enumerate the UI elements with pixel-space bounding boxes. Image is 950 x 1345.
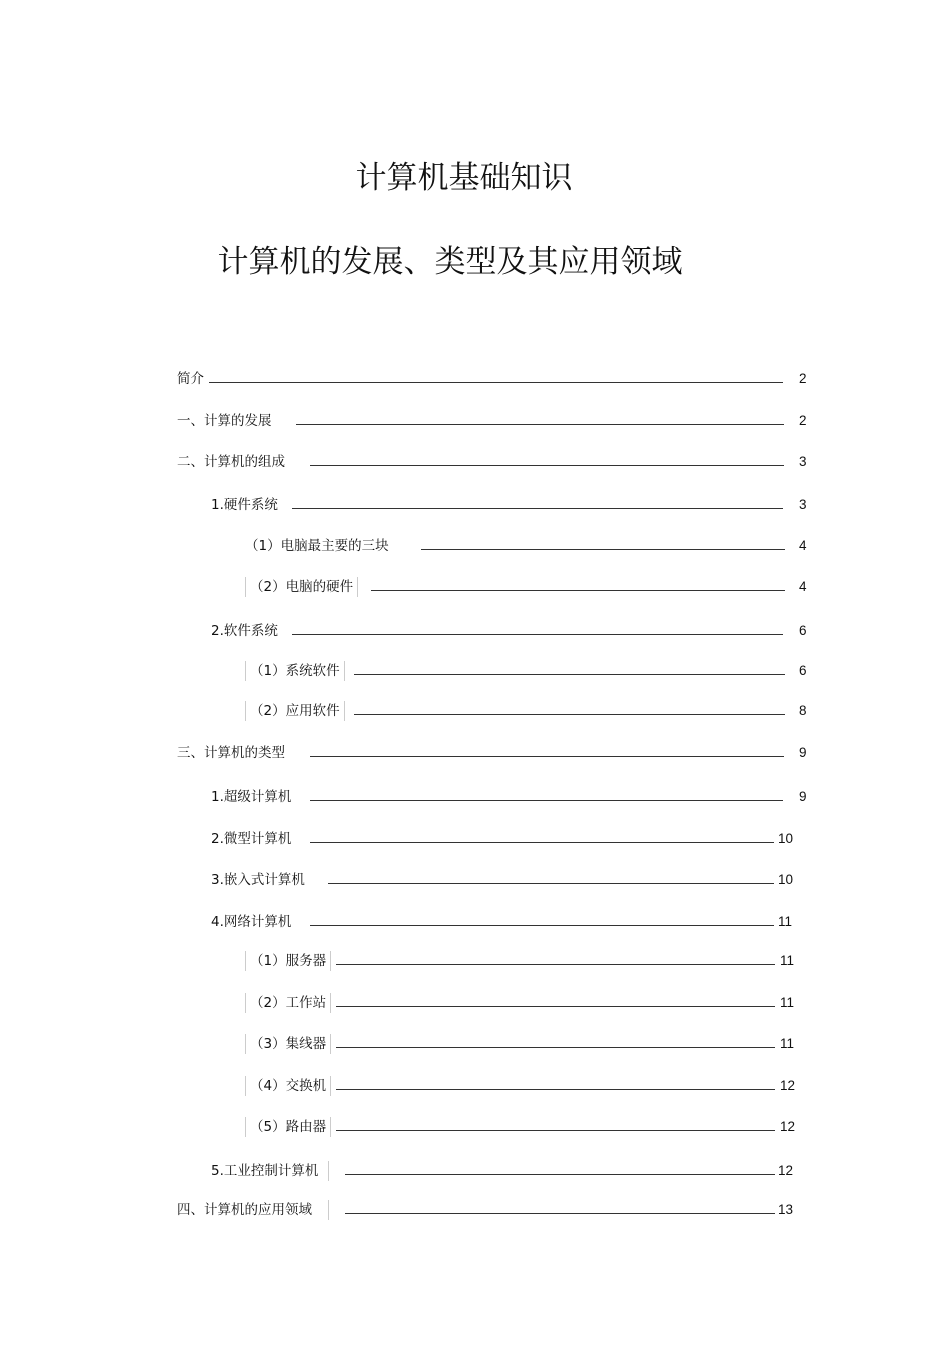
toc-entry-intro[interactable] [177, 369, 817, 389]
toc-entry-label: 4.网络计算机 [211, 914, 292, 930]
toc-entry-label: （5）路由器 [245, 1117, 331, 1137]
toc-entry-hardware[interactable] [211, 495, 817, 515]
toc-entry-microcomputer[interactable] [211, 829, 817, 849]
toc-leader-line [336, 1089, 775, 1090]
toc-entry-label: 1.超级计算机 [211, 789, 292, 805]
toc-page-number: 4 [799, 579, 807, 594]
document-title: 计算机基础知识 [355, 160, 573, 196]
toc-leader-line [336, 1130, 775, 1131]
toc-leader-line [292, 508, 783, 509]
toc-entry-label: （4）交换机 [245, 1076, 331, 1096]
toc-leader-line [209, 382, 783, 383]
toc-entry-label: （2）工作站 [245, 993, 331, 1013]
toc-entry-label: 2.微型计算机 [211, 831, 292, 847]
toc-entry-chapter-2[interactable] [177, 452, 817, 472]
toc-page-number: 13 [778, 1202, 794, 1217]
toc-entry-chapter-1[interactable] [177, 411, 817, 431]
toc-page-number: 6 [799, 623, 807, 638]
toc-entry-network-computer[interactable] [211, 912, 817, 932]
toc-entry-workstation[interactable] [245, 993, 817, 1013]
toc-entry-server[interactable] [245, 951, 817, 971]
toc-entry-label: 四、计算机的应用领域 [177, 1200, 329, 1220]
toc-leader-line [310, 925, 774, 926]
toc-page-number: 9 [799, 745, 807, 760]
toc-leader-line [345, 1174, 775, 1175]
toc-entry-hub[interactable] [245, 1034, 817, 1054]
toc-leader-line [354, 674, 785, 675]
toc-entry-industrial-control[interactable] [211, 1161, 817, 1181]
toc-page-number: 9 [799, 789, 807, 804]
toc-leader-line [421, 549, 785, 550]
toc-entry-system-software[interactable] [245, 661, 817, 681]
toc-leader-line [336, 964, 775, 965]
toc-page-number: 10 [778, 831, 794, 846]
document-subtitle: 计算机的发展、类型及其应用领域 [217, 244, 683, 280]
toc-entry-label: （1）电脑最主要的三块 [245, 538, 389, 554]
toc-entry-main-three[interactable] [245, 536, 817, 556]
toc-entry-label: 简介 [177, 371, 204, 387]
toc-leader-line [296, 424, 784, 425]
toc-entry-supercomputer[interactable] [211, 787, 817, 807]
toc-entry-label: （1）服务器 [245, 951, 331, 971]
toc-entry-application-software[interactable] [245, 701, 817, 721]
toc-page-number: 3 [799, 497, 807, 512]
toc-leader-line [292, 634, 783, 635]
toc-entry-embedded[interactable] [211, 870, 817, 890]
toc-entry-pc-hardware[interactable] [245, 577, 817, 597]
toc-page-number: 12 [778, 1163, 794, 1178]
toc-leader-line [328, 883, 774, 884]
toc-page-number: 11 [778, 914, 793, 929]
toc-entry-label: （2）电脑的硬件 [245, 577, 358, 597]
toc-page-number: 8 [799, 703, 807, 718]
toc-entry-label: 二、计算机的组成 [177, 454, 285, 470]
toc-entry-label: （2）应用软件 [245, 701, 345, 721]
toc-page-number: 11 [780, 995, 795, 1010]
toc-entry-label: 一、计算的发展 [177, 413, 272, 429]
toc-leader-line [310, 756, 784, 757]
toc-entry-chapter-3[interactable] [177, 743, 817, 763]
toc-page-number: 12 [780, 1119, 796, 1134]
toc-entry-label: 2.软件系统 [211, 623, 278, 639]
toc-leader-line [371, 590, 785, 591]
toc-leader-line [310, 465, 784, 466]
toc-entry-router[interactable] [245, 1117, 817, 1137]
toc-leader-line [310, 842, 774, 843]
toc-page-number: 11 [780, 953, 795, 968]
toc-page-number: 2 [799, 413, 807, 428]
toc-leader-line [336, 1047, 775, 1048]
toc-leader-line [345, 1213, 775, 1214]
toc-entry-label: 1.硬件系统 [211, 497, 278, 513]
toc-entry-label: 3.嵌入式计算机 [211, 872, 305, 888]
toc-entry-label: （3）集线器 [245, 1034, 331, 1054]
toc-entry-chapter-4[interactable] [177, 1200, 817, 1220]
toc-entry-label: （1）系统软件 [245, 661, 345, 681]
toc-leader-line [310, 800, 783, 801]
toc-page-number: 11 [780, 1036, 795, 1051]
toc-page-number: 3 [799, 454, 807, 469]
toc-entry-software[interactable] [211, 621, 817, 641]
toc-entry-label: 5.工业控制计算机 [211, 1161, 329, 1181]
toc-page-number: 12 [780, 1078, 796, 1093]
toc-entry-switch[interactable] [245, 1076, 817, 1096]
toc-entry-label: 三、计算机的类型 [177, 745, 285, 761]
toc-page-number: 2 [799, 371, 807, 386]
toc-page-number: 4 [799, 538, 807, 553]
toc-leader-line [354, 714, 785, 715]
toc-page-number: 6 [799, 663, 807, 678]
toc-leader-line [336, 1006, 775, 1007]
toc-page-number: 10 [778, 872, 794, 887]
